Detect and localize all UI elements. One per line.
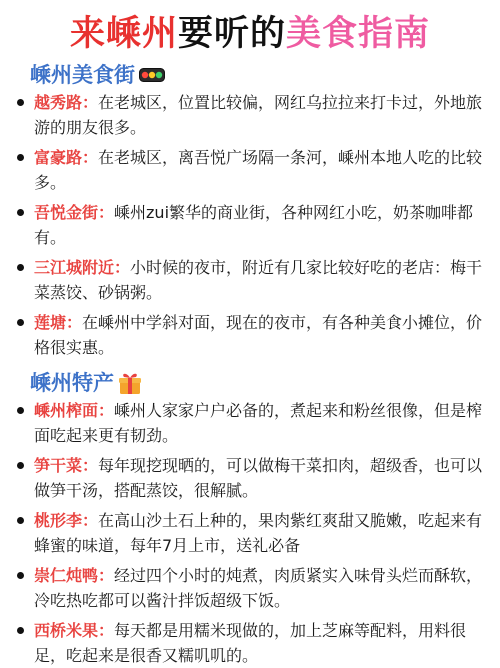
bullet-icon <box>17 264 24 271</box>
item-text: 嵊州人家家户户必备的，煮起来和粉丝很像，但是榨面吃起来更有韧劲。 <box>34 401 483 445</box>
item-colon: ： <box>82 148 99 167</box>
item-colon: ： <box>66 313 83 332</box>
item-text: 在老城区，位置比较偏，网红乌拉拉来打卡过，外地旅游的朋友很多。 <box>34 93 483 137</box>
page <box>0 10 500 664</box>
bullet-icon <box>17 319 24 326</box>
item-colon: ： <box>98 203 115 222</box>
item-name: 莲塘 <box>34 313 67 332</box>
section-title-text: 嵊州美食街 <box>30 63 135 87</box>
item-colon: ： <box>82 511 99 530</box>
item-name: 嵊州榨面 <box>34 401 99 420</box>
item-name: 笋干菜 <box>34 456 83 475</box>
section-title <box>30 368 486 398</box>
bullet-icon <box>17 462 24 469</box>
bullet-icon <box>17 517 24 524</box>
traffic-light-icon <box>139 68 165 82</box>
section-food-streets <box>14 60 486 360</box>
page-title <box>14 10 486 58</box>
specialty-list <box>14 398 486 668</box>
item-text: 嵊州zui繁华的商业街，各种网红小吃，奶茶咖啡都有。 <box>34 203 474 247</box>
item-colon: ： <box>98 566 115 585</box>
item-name: 富豪路 <box>34 148 83 167</box>
item-name: 桃形李 <box>34 511 83 530</box>
item-name: 吾悦金街 <box>34 203 99 222</box>
bullet-icon <box>17 627 24 634</box>
item-name: 西桥米果 <box>34 621 99 640</box>
item-text: 在嵊州中学斜对面，现在的夜市，有各种美食小摊位，价格很实惠。 <box>34 313 483 357</box>
list-item <box>14 200 486 250</box>
section-specialties <box>14 368 486 668</box>
list-item <box>14 310 486 360</box>
item-colon: ： <box>98 401 115 420</box>
title-part-1: 来嵊州 <box>69 14 178 54</box>
list-item <box>14 563 486 613</box>
item-name: 崇仁炖鸭 <box>34 566 99 585</box>
title-part-2: 要听的 <box>177 14 286 54</box>
bullet-icon <box>17 572 24 579</box>
item-text: 在高山沙土石上种的，果肉紫红爽甜又脆嫩，吃起来有蜂蜜的味道，每年7月上市，送礼必备 <box>34 511 483 555</box>
item-text: 小时候的夜市，附近有几家比较好吃的老店：梅干菜蒸饺、砂锅粥。 <box>34 258 483 302</box>
title-part-3: 美食指南 <box>286 14 431 54</box>
bullet-icon <box>17 99 24 106</box>
section-title <box>30 60 486 90</box>
list-item <box>14 508 486 558</box>
section-title-text: 嵊州特产 <box>30 371 114 395</box>
item-colon: ： <box>82 456 99 475</box>
list-item <box>14 90 486 140</box>
item-name: 三江城附近 <box>34 258 115 277</box>
item-text: 每天都是用糯米现做的，加上芝麻等配料，用料很足，吃起来是很香又糯叽叽的。 <box>34 621 467 665</box>
item-text: 在老城区，离吾悦广场隔一条河，嵊州本地人吃的比较多。 <box>34 148 483 192</box>
food-street-list <box>14 90 486 360</box>
item-name: 越秀路 <box>34 93 83 112</box>
bullet-icon <box>17 407 24 414</box>
item-text: 每年现挖现晒的，可以做梅干菜扣肉，超级香，也可以做笋干汤，搭配蒸饺，很解腻。 <box>34 456 483 500</box>
bullet-icon <box>17 154 24 161</box>
list-item <box>14 453 486 503</box>
bullet-icon <box>17 209 24 216</box>
item-colon: ： <box>114 258 131 277</box>
item-colon: ： <box>82 93 99 112</box>
gift-icon <box>118 371 142 395</box>
list-item <box>14 618 486 668</box>
item-colon: ： <box>98 621 115 640</box>
list-item <box>14 145 486 195</box>
item-text: 经过四个小时的炖煮，肉质紧实入味骨头烂而酥软，冷吃热吃都可以酱汁拌饭超级下饭。 <box>34 566 483 610</box>
list-item <box>14 398 486 448</box>
list-item <box>14 255 486 305</box>
